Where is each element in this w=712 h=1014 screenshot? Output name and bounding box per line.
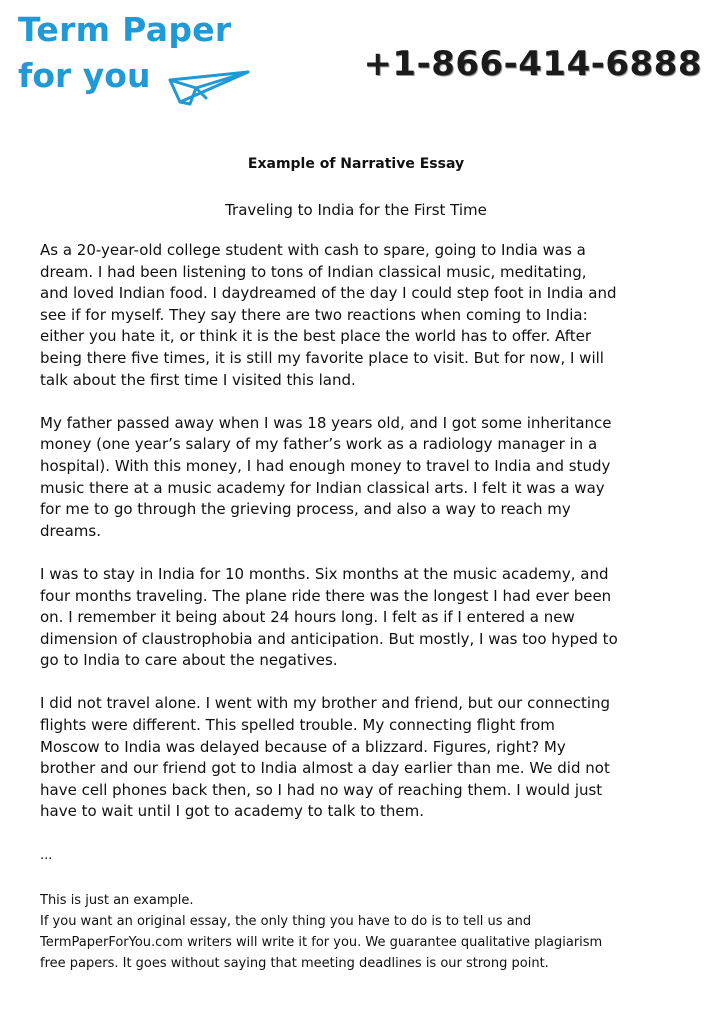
paper-plane-icon	[166, 58, 252, 110]
logo-text-line1: Term Paper	[18, 10, 232, 49]
paragraph: My father passed away when I was 18 years old, and I got some inheritance money (one year’s salary of my father’s work as a radiology manager in a hospital). With this money, I had enough money to travel to India and study music there at a music academy for Indian classical arts. I felt it was a way for me to go through the grieving process, and also a way to reach my dreams.	[40, 413, 612, 540]
paragraph: I was to stay in India for 10 months. Six months at the music academy, and four months traveling. The plane ride there was the longest I had ever been on. I remember it being about 24 hours long. I felt as if I entered a new dimension of claustrophobia and anticipation. But mostly, I was too hyped to go to India to care about the negatives.	[40, 564, 618, 670]
document-title: Example of Narrative Essay	[247, 156, 465, 172]
footer-line: TermPaperForYou.com writers will write it for you. We guarantee qualitative plagiarism	[40, 935, 603, 950]
ellipsis: ...	[40, 848, 53, 863]
footer-line: This is just an example.	[40, 893, 194, 908]
essay-body	[40, 240, 680, 845]
phone-number: +1-866-414-6888	[363, 44, 702, 84]
brand-logo	[18, 10, 258, 110]
footer-line: If you want an original essay, the only thing you have to do is to tell us and	[40, 914, 532, 929]
logo-text-line2: for you	[18, 56, 151, 95]
footer-line: free papers. It goes without saying that meeting deadlines is our strong point.	[40, 956, 549, 971]
footer-note	[40, 890, 690, 974]
essay-title: Traveling to India for the First Time	[225, 201, 487, 219]
paragraph: As a 20-year-old college student with cash to spare, going to India was a dream. I had been listening to tons of Indian classical music, meditating, and loved Indian food. I daydreamed of the day I could step foot in India and see if for myself. They say there are two reactions when coming to India: either you hate it, or think it is the best place the world has to offer. After being there five times, it is still my favorite place to visit. But for now, I will talk about the first time I visited this land.	[40, 241, 617, 389]
paragraph: I did not travel alone. I went with my brother and friend, but our connecting flights were different. This spelled trouble. My connecting flight from Moscow to India was delayed because of a blizzard. Figures, right? My brother and our friend got to India almost a day earlier than me. We did not have cell phones back then, so I had no way of reaching them. I would just have to wait until I got to academy to talk to them.	[40, 694, 611, 821]
